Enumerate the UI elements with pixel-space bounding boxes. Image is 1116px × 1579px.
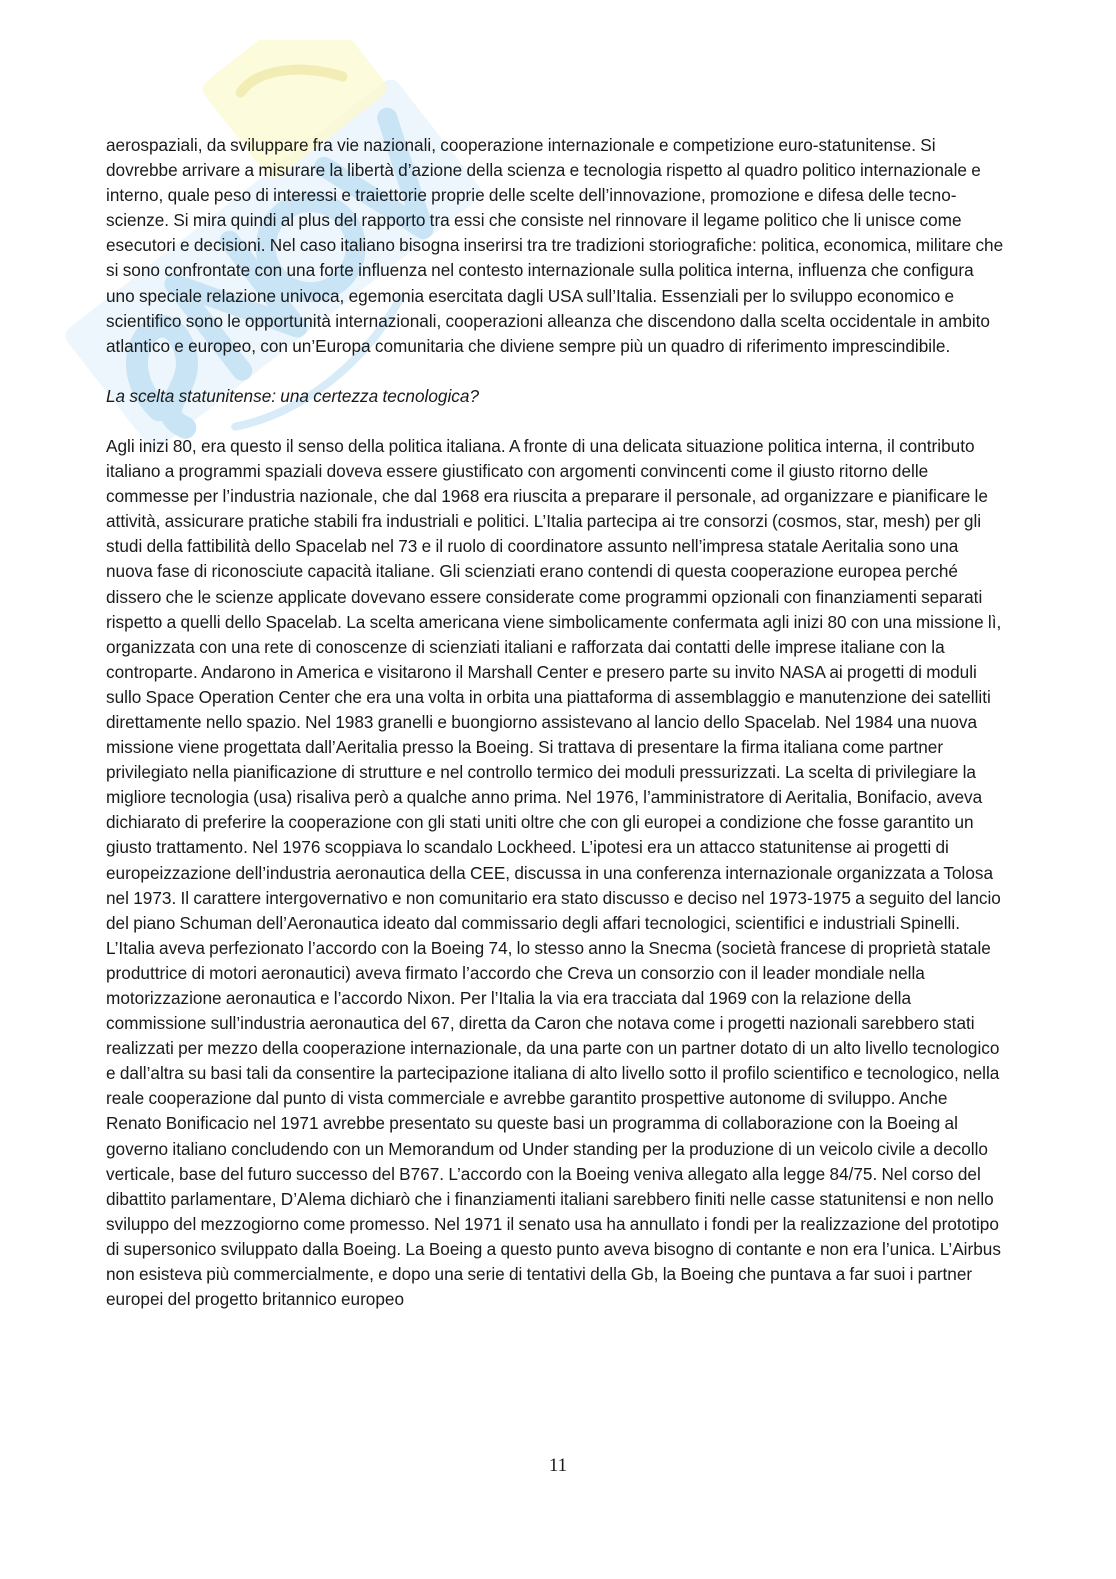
paragraph-spacer [106,359,1006,384]
body-paragraph-2: Agli inizi 80, era questo il senso della politica italiana. A fronte di una delicata situazione politica interna, il contributo italiano a programmi spaziali doveva essere giustificato con argomenti convincenti come il giusto ritorno delle commesse per l’industria nazionale, che dal 1968 era riuscita a preparare il personale, ad organizzare e pianificare le attività, assicurare pratiche stabili fra industriali e politici. L’Italia partecipa ai tre consorzi (cosmos, star, mesh) per gli studi della fattibilità dello Spacelab nel 73 e il ruolo di coordinatore assunto nell’impresa statale Aeritalia sono una nuova fase di riconosciute capacità italiane. Gli scienziati erano contendi di questa cooperazione europea perché dissero che le scienze applicate dovevano essere considerate come programmi opzionali con finanziamenti separati rispetto a quelli dello Spacelab. La scelta americana viene simbolicamente confermata agli inizi 80 con una missione lì, organizzata con una rete di conoscenze di scienziati italiani e rafforzata dai contatti delle imprese italiane con la controparte. Andarono in America e visitarono il Marshall Center e presero parte su invito NASA ai progetti di moduli sullo Space Operation Center che era una volta in orbita una piattaforma di assemblaggio e manutenzione dei satelliti direttamente nello spazio. Nel 1983 granelli e buongiorno assistevano al lancio dello Spacelab. Nel 1984 una nuova missione viene progettata dall’Aeritalia presso la Boeing. Si trattava di presentare la firma italiana come partner privilegiato nella pianificazione di strutture e nel controllo termico dei moduli pressurizzati. La scelta di privilegiare la migliore tecnologia (usa) risaliva però a qualche anno prima. Nel 1976, l’amministratore di Aeritalia, Bonifacio, aveva dichiarato di preferire la cooperazione con gli stati uniti oltre che con gli europei a condizione che fosse garantito un giusto trattamento. Nel 1976 scoppiava lo scandalo Lockheed. L’ipotesi era un attacco statunitense ai progetti di europeizzazione dell’industria aeronautica della CEE, discussa in una conferenza internazionale organizzata a Tolosa nel 1973. Il carattere intergovernativo e non comunitario era stato discusso e deciso nel 1973-1975 a seguito del lancio del piano Schuman dell’Aeronautica ideato dal commissario degli affari tecnologici, scientifici e industriali Spinelli. L’Italia aveva perfezionato l’accordo con la Boeing 74, lo stesso anno la Snecma (società francese di proprietà statale produttrice di motori aeronautici) aveva firmato l’accordo che Creva un consorzio con il leader mondiale nella motorizzazione aeronautica e l’accordo Nixon. Per l’Italia la via era tracciata dal 1969 con la relazione della commissione sull’industria aeronautica del 67, diretta da Caron che notava come i progetti nazionali sarebbero stati realizzati per mezzo della cooperazione internazionale, da una parte con un partner dotato di un alto livello tecnologico e dall’altra su basi tali da consentire la partecipazione italiana di alto livello sotto il profilo scientifico e tecnologico, nella reale cooperazione dal punto di vista commerciale e avrebbe garantito prospettive autonome di sviluppo. Anche Renato Bonificacio nel 1971 avrebbe presentato su queste basi un programma di collaborazione con la Boeing al governo italiano concludendo con un Memorandum od Under standing per la produzione di un veicolo civile a decollo verticale, base del futuro successo del B767. L’accordo con la Boeing veniva allegato alla legge 84/75. Nel corso del dibattito parlamentare, D’Alema dichiarò che i finanziamenti italiani sarebbero finiti nelle casse statunitensi e non nello sviluppo del mezzogiorno come promesso. Nel 1971 il senato usa ha annullato i fondi per la realizzazione del prototipo di supersonico sviluppato dalla Boeing. La Boeing a questo punto aveva bisogno di contante e non era l’unica. L’Airbus non esisteva più commercialmente, e dopo una serie di tentativi della Gb, la Boeing che puntava a far suoi i partner europei del progetto britannico europeo [106,435,1002,1310]
page-number: 11 [548,1455,568,1476]
body-paragraph-1: aerospaziali, da sviluppare fra vie nazionali, cooperazione internazionale e competizione euro-statunitense. Si dovrebbe arrivare a misurare la libertà d’azione della scienza e tecnologia rispetto al quadro politico internazionale e interno, quale peso di interessi e traiettorie proprie delle scelte dell’innovazione, promozione e difesa delle tecno-scienze. Si mira quindi al plus del rapporto tra essi che consiste nel rinnovare il legame politico che li unisce come esecutori e decisioni. Nel caso italiano bisogna inserirsi tra tre tradizioni storiografiche: politica, economica, militare che si sono confrontate con una forte influenza nel contesto internazionale sulla politica interna, influenza che configura uno speciale relazione univoca, egemonia esercitata dagli USA sull’Italia. Essenziali per lo sviluppo economico e scientifico sono le opportunità internazionali, cooperazioni alleanza che discendono dalla scelta occidentale in ambito atlantico e europeo, con un’Europa comunitaria che diviene sempre più un quadro di riferimento imprescindibile. [106,135,1004,356]
section-heading: La scelta statunitense: una certezza tecnologica? [106,385,479,406]
document-page [106,133,1006,1312]
paragraph-spacer [106,409,1006,434]
